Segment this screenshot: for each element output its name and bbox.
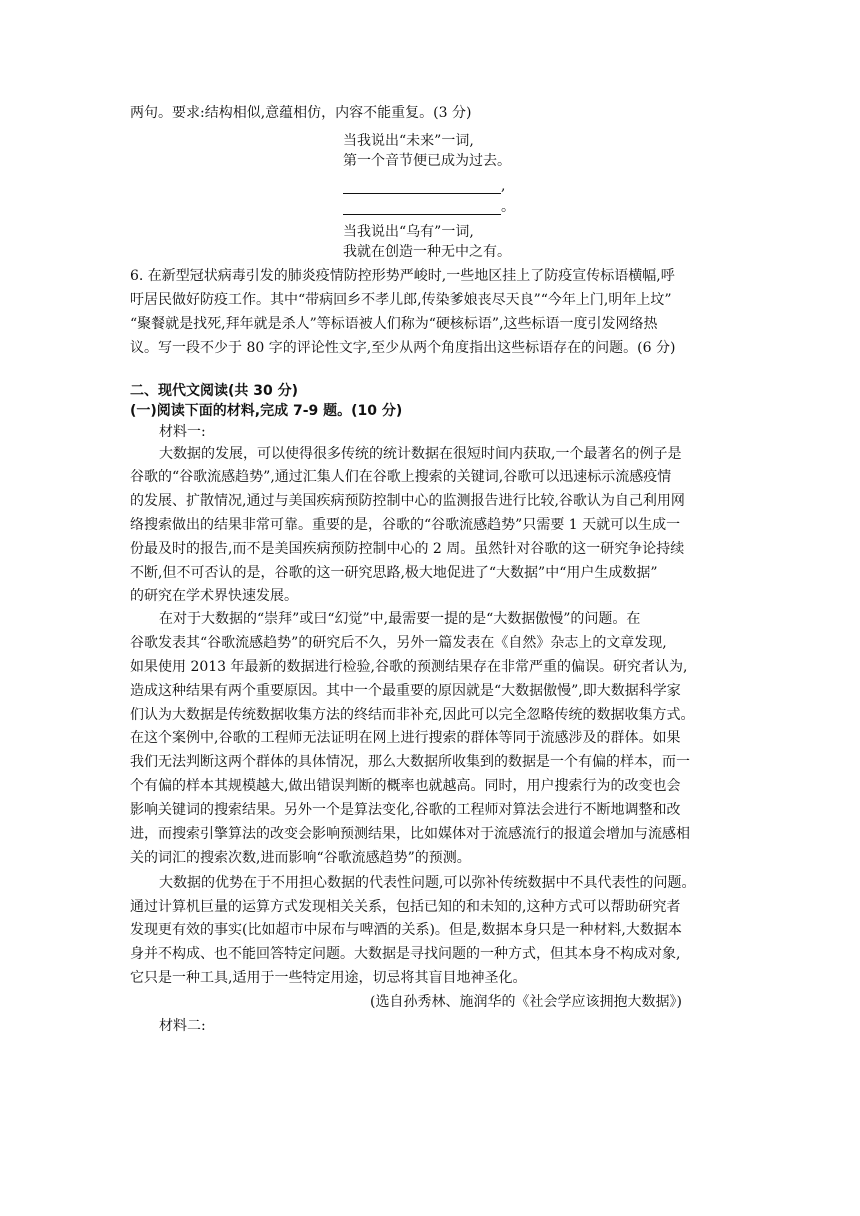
q6-line-3: “聚餐就是找死,拜年就是杀人”等标语被人们称为“硬核标语”,这些标语一度引发网络热 — [130, 316, 658, 332]
section-title: 二、现代文阅读(共 30 分) — [130, 383, 299, 399]
para2-line: 谷歌发表其“谷歌流感趋势”的研究后不久，另外一篇发表在《自然》杂志上的文章发现, — [130, 635, 667, 651]
para1-line: 的研究在学术界快速发展。 — [130, 588, 298, 604]
para2-line: 如果使用 2013 年最新的数据进行检验,谷歌的预测结果存在非常严重的偏误。研究者认为, — [130, 659, 688, 675]
q6-line-1: 6. 在新型冠状病毒引发的肺炎疫情防控形势严峻时,一些地区挂上了防疫宣传标语横幅,呼 — [130, 268, 675, 284]
para1-line: 份最及时的报告,而不是美国疾病预防控制中心的 2 周。虽然针对谷歌的这一研究争论持续 — [130, 541, 685, 557]
material-1-label: 材料一: — [159, 424, 206, 440]
para2-line: 造成这种结果有两个重要原因。其中一个最重要的原因就是“大数据傲慢”,即大数据科学家 — [130, 683, 681, 699]
para2-line: 在这个案例中,谷歌的工程师无法证明在网上进行搜索的群体等同于流感涉及的群体。如果 — [130, 730, 681, 746]
para2-line: 个有偏的样本其规模越大,做出错误判断的概率也就越高。同时，用户搜索行为的改变也会 — [130, 778, 681, 794]
para2-line: 影响关键词的搜索结果。另外一个是算法变化,谷歌的工程师对算法会进行不断地调整和改 — [130, 802, 681, 818]
para2-line: 关的词汇的搜索次数,进而影响“谷歌流感趋势”的预测。 — [130, 850, 471, 866]
para1-line: 大数据的发展，可以使得很多传统的统计数据在很短时间内获取,一个最著名的例子是 — [159, 446, 682, 462]
para3-line: 通过计算机巨量的运算方式发现相关关系，包括已知的和未知的,这种方式可以帮助研究者 — [130, 899, 681, 915]
para1-line: 络搜索做出的结果非常可靠。重要的是，谷歌的“谷歌流感趋势”只需要 1 天就可以生成一 — [130, 517, 681, 533]
para3-line: 它只是一种工具,适用于一些特定用途，切忌将其盲目地神圣化。 — [130, 970, 527, 986]
poem-line-4: 我就在创造一种无中之有。 — [343, 244, 511, 260]
answer-blank-2[interactable] — [343, 197, 501, 215]
answer-blank-2-punct: 。 — [501, 199, 515, 215]
q6-line-4: 议。写一段不少于 80 字的评论性文字,至少从两个角度指出这些标语存在的问题。(6 分) — [130, 340, 676, 356]
para1-line: 不断,但不可否认的是，谷歌的这一研究思路,极大地促进了“大数据”中“用户生成数据” — [130, 565, 658, 581]
section-subtitle: (一)阅读下面的材料,完成 7-9 题。(10 分) — [130, 403, 403, 419]
q5-instruction: 两句。要求:结构相似,意蕴相仿，内容不能重复。(3 分) — [130, 105, 472, 121]
poem-line-2: 第一个音节便已成为过去。 — [343, 153, 511, 169]
answer-blank-1-punct: , — [501, 178, 506, 194]
para1-line: 的发展、扩散情况,通过与美国疾病预防控制中心的监测报告进行比较,谷歌认为自己利用网 — [130, 493, 685, 509]
para2-line: 我们无法判断这两个群体的具体情况，那么大数据所收集到的数据是一个有偏的样本，而一 — [130, 754, 690, 770]
para2-line: 在对于大数据的“崇拜”或曰“幻觉”中,最需要一提的是“大数据傲慢”的问题。在 — [159, 611, 641, 627]
answer-blank-1[interactable] — [343, 176, 501, 194]
para3-line: 发现更有效的事实(比如超市中尿布与啤酒的关系)。但是,数据本身只是一种材料,大数据本 — [130, 922, 682, 938]
poem-line-1: 当我说出“未来”一词, — [343, 133, 474, 149]
para2-line: 们认为大数据是传统数据收集方法的终结而非补充,因此可以完全忽略传统的数据收集方式。 — [130, 707, 695, 723]
para3-line: 大数据的优势在于不用担心数据的代表性问题,可以弥补传统数据中不具代表性的问题。 — [159, 875, 696, 891]
para2-line: 进，而搜索引擎算法的改变会影响预测结果，比如媒体对于流感流行的报道会增加与流感相 — [130, 826, 690, 842]
material-2-label: 材料二: — [159, 1018, 206, 1034]
para1-line: 谷歌的“谷歌流感趋势”,通过汇集人们在谷歌上搜索的关键词,谷歌可以迅速标示流感疫情 — [130, 469, 672, 485]
source-citation: (选自孙秀林、施润华的《社会学应该拥抱大数据》) — [370, 994, 682, 1010]
poem-line-3: 当我说出“乌有”一词, — [343, 224, 474, 240]
para3-line: 身并不构成、也不能回答特定问题。大数据是寻找问题的一种方式，但其本身不构成对象, — [130, 946, 681, 962]
q6-line-2: 吁居民做好防疫工作。其中“带病回乡不孝儿郎,传染爹娘丧尽天良”“今年上门,明年上坟” — [130, 292, 672, 308]
